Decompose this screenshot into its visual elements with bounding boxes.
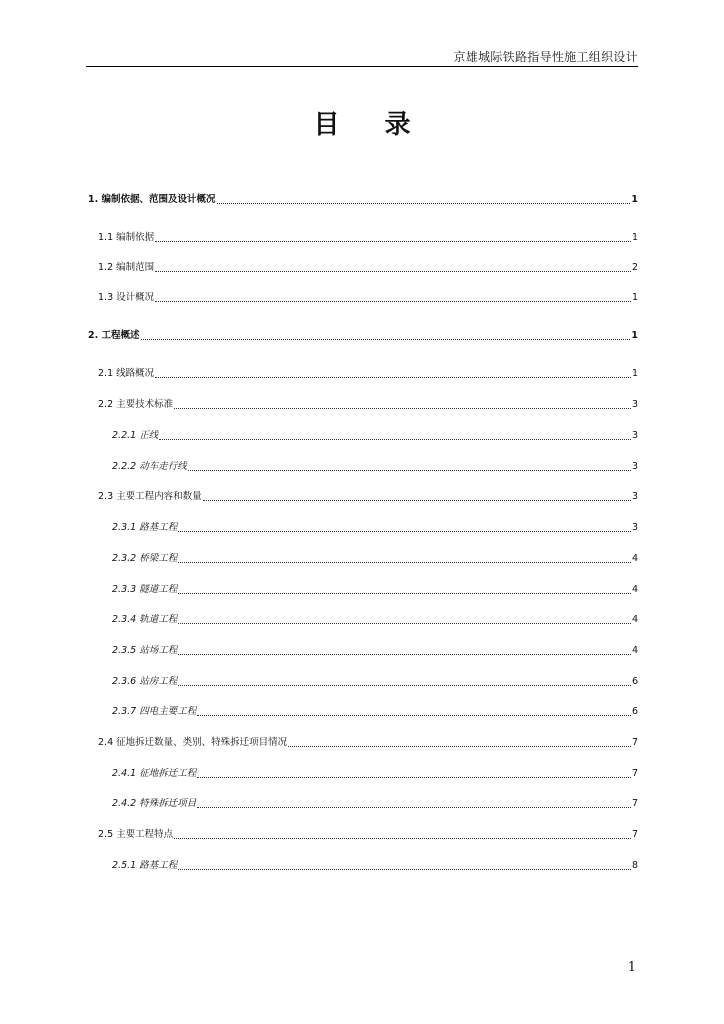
toc-entry-page: 3 — [631, 430, 638, 441]
toc-dot-leader — [288, 736, 631, 747]
toc-entry-page: 7 — [631, 768, 638, 779]
toc-entry[interactable] — [88, 230, 638, 246]
toc-dot-leader — [141, 329, 631, 340]
header-divider — [86, 66, 638, 67]
toc-dot-leader — [178, 521, 631, 532]
toc-dot-leader — [178, 583, 631, 594]
toc-entry[interactable] — [88, 328, 638, 344]
toc-entry-label: 2.3.4 轨道工程 — [112, 614, 178, 625]
toc-entry-page: 3 — [631, 522, 638, 533]
toc-dot-leader — [217, 193, 631, 204]
toc-dot-leader — [174, 828, 631, 839]
toc-dot-leader — [197, 797, 631, 808]
toc-entry[interactable] — [88, 704, 638, 720]
toc-entry[interactable] — [88, 735, 638, 751]
toc-entry-page: 1 — [631, 232, 638, 243]
toc-dot-leader — [178, 675, 631, 686]
toc-entry[interactable] — [88, 643, 638, 659]
toc-entry[interactable] — [88, 612, 638, 628]
document-header-title: 京雄城际铁路指导性施工组织设计 — [453, 50, 638, 64]
toc-entry-label: 1.3 设计概况 — [98, 292, 155, 303]
toc-dot-leader — [159, 429, 631, 440]
toc-entry[interactable] — [88, 428, 638, 444]
toc-entry[interactable] — [88, 766, 638, 782]
toc-dot-leader — [155, 261, 631, 272]
toc-dot-leader — [178, 552, 631, 563]
toc-entry-page: 2 — [631, 262, 638, 273]
toc-entry-label: 2. 工程概述 — [88, 330, 140, 341]
toc-entry-label: 1.1 编制依据 — [98, 232, 155, 243]
toc-dot-leader — [188, 460, 631, 471]
toc-entry-page: 3 — [631, 461, 638, 472]
toc-entry[interactable] — [88, 459, 638, 475]
toc-entry-page: 3 — [631, 399, 638, 410]
toc-entry-label: 2.2.2 动车走行线 — [112, 461, 187, 472]
toc-entry[interactable] — [88, 366, 638, 382]
toc-entry-page: 7 — [631, 829, 638, 840]
toc-dot-leader — [155, 367, 631, 378]
toc-dot-leader — [178, 644, 631, 655]
toc-entry[interactable] — [88, 192, 638, 208]
toc-entry-page: 1 — [631, 194, 638, 205]
toc-entry[interactable] — [88, 827, 638, 843]
toc-entry-page: 6 — [631, 676, 638, 687]
toc-entry[interactable] — [88, 520, 638, 536]
toc-entry[interactable] — [88, 582, 638, 598]
toc-entry[interactable] — [88, 674, 638, 690]
toc-entry-label: 2.3.5 站场工程 — [112, 645, 178, 656]
toc-entry-label: 2.3.3 隧道工程 — [112, 584, 178, 595]
toc-entry-label: 1.2 编制范围 — [98, 262, 155, 273]
toc-entry-label: 2.3.6 站房工程 — [112, 676, 178, 687]
toc-dot-leader — [197, 705, 631, 716]
toc-entry-page: 4 — [631, 645, 638, 656]
toc-entry-label: 2.1 线路概况 — [98, 368, 155, 379]
toc-entry[interactable] — [88, 290, 638, 306]
page-number: 1 — [627, 960, 636, 975]
toc-entry-label: 2.3.7 四电主要工程 — [112, 706, 197, 717]
toc-entry-label: 2.4.1 征地拆迁工程 — [112, 768, 197, 779]
toc-entry-label: 2.3.1 路基工程 — [112, 522, 178, 533]
toc-entry-page: 7 — [631, 737, 638, 748]
toc-dot-leader — [178, 613, 631, 624]
toc-entry-page: 7 — [631, 798, 638, 809]
toc-entry-label: 2.2 主要技术标准 — [98, 399, 174, 410]
toc-entry[interactable] — [88, 796, 638, 812]
toc-entry-page: 4 — [631, 614, 638, 625]
toc-entry-label: 2.5 主要工程特点 — [98, 829, 174, 840]
toc-entry-label: 1. 编制依据、范围及设计概况 — [88, 194, 216, 205]
toc-entry-page: 4 — [631, 553, 638, 564]
toc-entry-label: 2.4.2 特殊拆迁项目 — [112, 798, 197, 809]
toc-entry[interactable] — [88, 858, 638, 874]
toc-dot-leader — [155, 231, 631, 242]
toc-entry-label: 2.3.2 桥梁工程 — [112, 553, 178, 564]
toc-dot-leader — [174, 398, 631, 409]
toc-dot-leader — [197, 767, 631, 778]
toc-entry-label: 2.5.1 路基工程 — [112, 860, 178, 871]
toc-entry-page: 3 — [631, 491, 638, 502]
toc-entry-label: 2.2.1 正线 — [112, 430, 159, 441]
toc-dot-leader — [203, 490, 631, 501]
toc-dot-leader — [155, 291, 631, 302]
toc-entry-page: 8 — [631, 860, 638, 871]
toc-title: 目 录 — [313, 110, 429, 140]
toc-entry-page: 1 — [631, 292, 638, 303]
toc-entry-page: 1 — [631, 330, 638, 341]
toc-entry[interactable] — [88, 397, 638, 413]
toc-entry-page: 6 — [631, 706, 638, 717]
toc-entry-label: 2.4 征地拆迁数量、类别、特殊拆迁项目情况 — [98, 737, 288, 748]
toc-entry[interactable] — [88, 551, 638, 567]
toc-entry[interactable] — [88, 489, 638, 505]
toc-entry-page: 1 — [631, 368, 638, 379]
toc-entry-label: 2.3 主要工程内容和数量 — [98, 491, 202, 502]
toc-entry-page: 4 — [631, 584, 638, 595]
toc-entry[interactable] — [88, 260, 638, 276]
toc-dot-leader — [178, 859, 631, 870]
